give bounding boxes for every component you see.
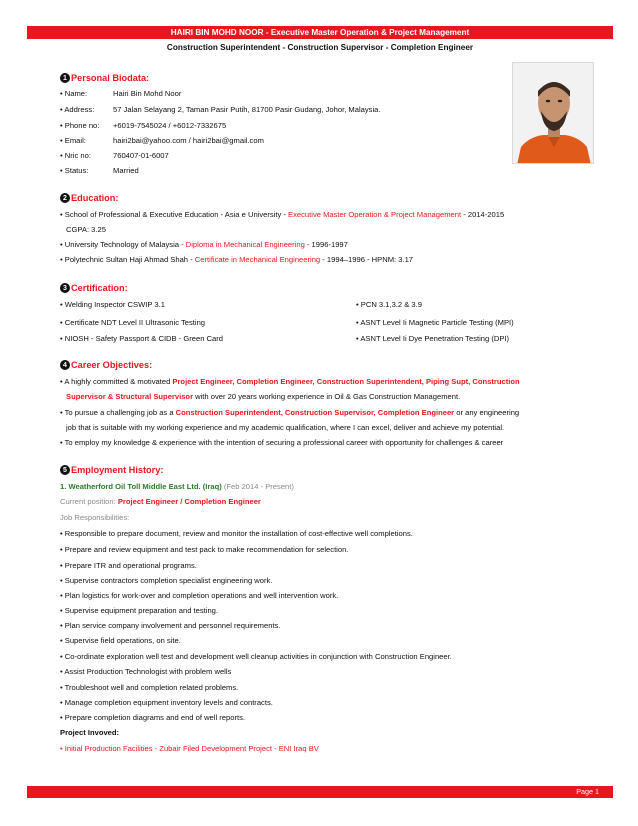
employment-company: 1. Weatherford Oil Toll Middle East Ltd. (Iraq)	[60, 482, 222, 491]
section-number-badge: 4	[60, 360, 70, 370]
objective-2-line-1	[60, 408, 519, 418]
biodata-label: • Address:	[60, 105, 95, 114]
biodata-row-address	[60, 105, 381, 115]
employment-position: Project Engineer / Completion Engineer	[117, 497, 261, 506]
section-title-biodata	[60, 73, 149, 83]
biodata-label: • Status:	[60, 166, 89, 175]
profile-photo	[512, 62, 594, 164]
section-number-badge: 2	[60, 193, 70, 203]
section-title-text: Education:	[71, 193, 119, 203]
responsibility-item: • Manage completion equipment inventory levels and contracts.	[60, 698, 273, 707]
biodata-label: • Nric no:	[60, 151, 91, 160]
responsibility-item: • Supervise field operations, on site.	[60, 636, 181, 645]
employment-company-line	[60, 482, 294, 492]
biodata-row-status	[60, 166, 139, 176]
biodata-value: Hairi Bin Mohd Noor	[113, 89, 182, 98]
responsibility-item: • Plan logistics for work-over and completion operations and well intervention work.	[60, 591, 339, 600]
certification-left-item: • NIOSH - Safety Passport & CIDB - Green Card	[60, 334, 224, 343]
section-title-text: Career Objectives:	[71, 360, 153, 370]
section-title-employment	[60, 465, 163, 475]
education-institution: • School of Professional & Executive Education - Asia e University -	[60, 210, 289, 219]
education-item-1	[60, 210, 504, 220]
education-institution: • University Technology of Malaysia -	[60, 240, 186, 249]
education-qualification: Diploma in Mechanical Engineering	[185, 240, 305, 249]
responsibility-item: • Co-ordinate exploration well test and development well cleanup activities in conjunction with Construction Engineer.	[60, 652, 452, 661]
certification-right-item: • PCN 3.1,3.2 & 3.9	[356, 300, 422, 309]
section-number-badge: 5	[60, 465, 70, 475]
biodata-label: • Name:	[60, 89, 88, 98]
objective-text: with over 20 years working experience in Oil & Gas Construction Management.	[193, 392, 461, 401]
employment-period: (Feb 2014 - Present)	[221, 482, 294, 491]
responsibility-item: • Prepare completion diagrams and end of well reports.	[60, 713, 246, 722]
objective-1-line-1	[60, 377, 520, 387]
objective-3: • To employ my knowledge & experience with the intention of securing a professional career with opportunity for challenges & career	[60, 438, 504, 447]
objective-text: • A highly committed & motivated	[60, 377, 173, 386]
responsibility-item: • Prepare and review equipment and test pack to make recommendation for selection.	[60, 545, 349, 554]
section-title-certification	[60, 283, 128, 293]
education-qualification: Certificate in Mechanical Engineering	[194, 255, 321, 264]
responsibility-item: • Plan service company involvement and personnel requirements.	[60, 621, 281, 630]
education-item-2	[60, 240, 348, 250]
project-item: • Initial Production Facilities - Zubair Filed Development Project - ENI Iraq BV	[60, 744, 319, 753]
section-title-text: Personal Biodata:	[71, 73, 150, 83]
section-number-badge: 1	[60, 73, 70, 83]
objective-text: • To pursue a challenging job as a	[60, 408, 176, 417]
header-subtitle: Construction Superintendent - Construction Supervisor - Completion Engineer	[166, 43, 474, 52]
biodata-label: • Email:	[60, 136, 86, 145]
responsibility-item: • Assist Production Technologist with problem wells	[60, 667, 232, 676]
page-number: Page 1	[576, 787, 599, 796]
section-title-text: Certification:	[71, 283, 128, 293]
objective-highlight: Project Engineer, Completion Engineer, Construction Superintendent, Piping Supt, Construction	[172, 377, 520, 386]
responsibility-item: • Troubleshoot well and completion related problems.	[60, 683, 239, 692]
certification-right-item: • ASNT Level Ii Magnetic Particle Testing (MPI)	[356, 318, 514, 327]
project-label: Project Invoved:	[60, 728, 120, 737]
education-item-3	[60, 255, 413, 265]
biodata-value: +6019-7545024 / +6012-7332675	[113, 121, 227, 130]
objective-2-line-2: job that is suitable with my working experience and my academic qualification, where I can excel, deliver and achieve my potential.	[66, 423, 505, 432]
objective-1-line-2	[66, 392, 460, 402]
employment-position-label: Current position:	[60, 497, 118, 506]
education-institution: • Polytechnic Sultan Haji Ahmad Shah -	[60, 255, 195, 264]
responsibility-item: • Prepare ITR and operational programs.	[60, 561, 197, 570]
certification-left-item: • Welding Inspector CSWIP 3.1	[60, 300, 165, 309]
responsibility-item: • Supervise contractors completion specialist engineering work.	[60, 576, 273, 585]
biodata-row-name	[60, 89, 181, 99]
objective-text: or any engineering	[454, 408, 520, 417]
employment-position-line	[60, 497, 261, 507]
education-qualification: Executive Master Operation & Project Management	[288, 210, 462, 219]
biodata-value: 57 Jalan Selayang 2, Taman Pasir Putih, 81700 Pasir Gudang, Johor, Malaysia.	[113, 105, 381, 114]
biodata-row-email	[60, 136, 264, 146]
responsibility-item: • Supervise equipment preparation and testing.	[60, 606, 219, 615]
certification-right-item: • ASNT Level Ii Dye Penetration Testing (DPI)	[356, 334, 510, 343]
certification-left-item: • Certificate NDT Level II Ultrasonic Testing	[60, 318, 206, 327]
responsibility-item: • Responsible to prepare document, review and monitor the installation of cost-effective well completions.	[60, 529, 413, 538]
section-number-badge: 3	[60, 283, 70, 293]
education-years: - 1994–1996 - HPNM: 3.17	[320, 255, 414, 264]
biodata-row-nric	[60, 151, 169, 161]
section-title-text: Employment History:	[71, 465, 164, 475]
section-title-objectives	[60, 360, 152, 370]
header-title-bar: HAIRI BIN MOHD NOOR - Executive Master Operation & Project Management	[27, 26, 613, 39]
biodata-value: 760407-01-6007	[113, 151, 169, 160]
objective-highlight: Supervisor & Structural Supervisor	[66, 392, 194, 401]
biodata-value: Married	[113, 166, 139, 175]
responsibilities-label: Job Responsibilities:	[60, 513, 130, 522]
footer-bar	[27, 786, 613, 798]
biodata-row-phone	[60, 121, 226, 131]
education-years: - 1996-1997	[304, 240, 348, 249]
biodata-label: • Phone no:	[60, 121, 100, 130]
education-years: - 2014-2015	[461, 210, 505, 219]
section-title-education	[60, 193, 118, 203]
education-cgpa: CGPA: 3.25	[66, 225, 106, 234]
biodata-value: hairi2bai@yahoo.com / hairi2bai@gmail.com	[113, 136, 264, 145]
objective-highlight: Construction Superintendent, Construction Supervisor, Completion Engineer	[175, 408, 455, 417]
